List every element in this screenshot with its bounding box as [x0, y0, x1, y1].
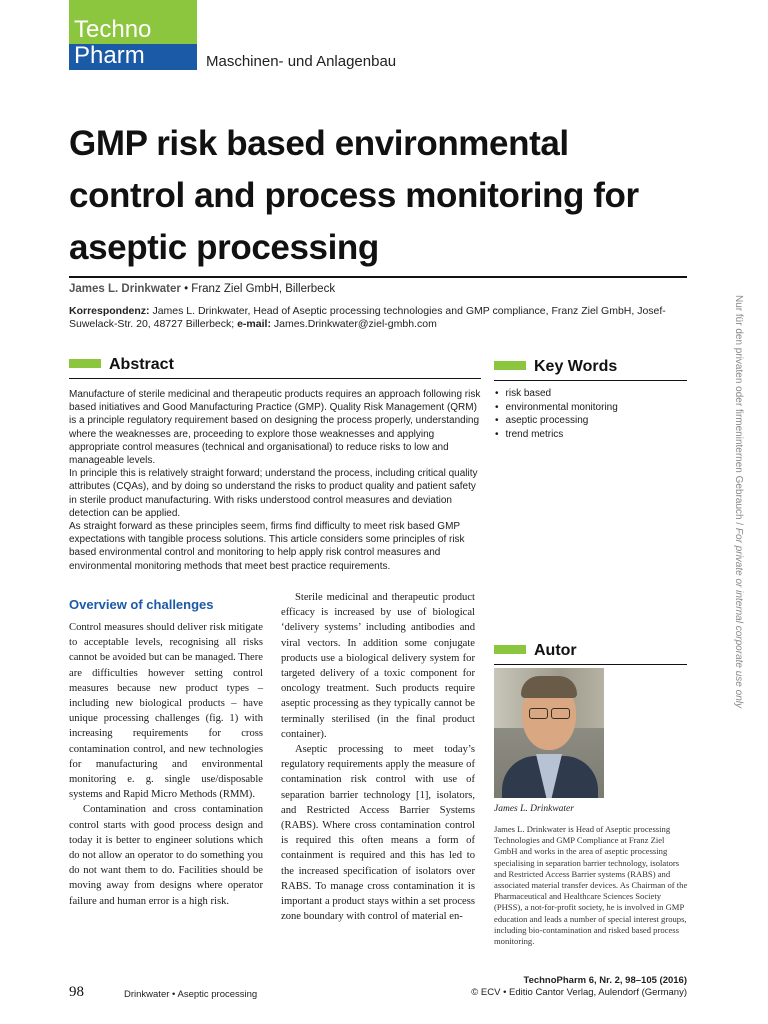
- heading-bar-icon: [494, 645, 526, 654]
- author-affiliation: Franz Ziel GmbH, Billerbeck: [191, 283, 336, 295]
- logo-text-line1: Techno: [74, 16, 152, 43]
- author-bio: James L. Drinkwater is Head of Aseptic processing Technologies and GMP Compliance at Franz Ziel GmbH and works in the area of aseptic processing specialising in separation barrier technology, isolators and Restricted Access Barrier systems (RABS) and associated material transfer devices. As Chairman of the Pharmaceutical and Healthcare Sciences Society (PHSS), a not-for-profit society, he is involved in GMP education and leads a number of special interest groups, including bio-contamination and risked based process monitoring.: [494, 824, 688, 947]
- body-paragraph: Contamination and cross contamination control starts with good process design and today it is better to engineer solutions which do not allow an operator to do something you do not want them to do. Facilities should be moving away from designs where operator failure and human error is a high risk.: [69, 804, 263, 907]
- correspondence-label: Korrespondenz:: [69, 305, 150, 317]
- abstract-paragraph: As straight forward as these principles seem, firms find difficulty to meet risk based GMP expectations with tangible process solutions. This article considers some principles of risk based environmental control and monitoring to help apply risk control measures and environmental monitoring methods that meet best practice requirements.: [69, 521, 465, 572]
- body-column-2: [281, 590, 475, 924]
- photo-caption: James L. Drinkwater: [494, 804, 574, 814]
- keywords-heading: Key Words: [494, 358, 687, 381]
- abstract-body: [69, 388, 481, 573]
- usage-note: [733, 295, 744, 735]
- abstract-paragraph: In principle this is relatively straight forward; understand the process, including critical quality attributes (CQAs), and by doing so understand the risks to product quality and patient safety in sterile product manufacturing. With risks understood control measures and deviation detection can be applied.: [69, 468, 478, 519]
- abstract-heading: Abstract: [69, 356, 481, 379]
- page-number: 98: [69, 984, 84, 1000]
- heading-bar-icon: [494, 361, 526, 370]
- abstract-paragraph: Manufacture of sterile medicinal and therapeutic products requires an approach following risk based initiatives and Good Manufacturing Practice (GMP). Quality Risk Management (QRM) is a principle regulatory requirement based on designing the process properly, understanding where the weaknesses are, proceeding to explore those weaknesses and applying appropriate control measures (technical and organisational) to reduce risks to low and manageable levels.: [69, 389, 481, 467]
- author-separator: •: [184, 283, 189, 295]
- usage-note-de: Nur für den privaten oder firmeninternen Gebrauch /: [733, 295, 744, 526]
- email-address[interactable]: James.Drinkwater@ziel-gmbh.com: [273, 318, 437, 330]
- overview-heading: Overview of challenges: [69, 597, 214, 612]
- correspondence: [69, 305, 687, 331]
- citation-footer: [471, 975, 687, 999]
- keyword-item: • aseptic processing: [494, 414, 684, 428]
- author-line: [69, 276, 687, 295]
- keyword-item: • risk based: [494, 387, 684, 401]
- technopharm-logo: [69, 0, 197, 70]
- keyword-item: • environmental monitoring: [494, 401, 684, 415]
- section-label: Maschinen- und Anlagenbau: [206, 53, 397, 70]
- email-label: e-mail:: [237, 318, 271, 330]
- logo-text-line2: Pharm: [74, 42, 145, 69]
- body-paragraph: Aseptic processing to meet today’s regulatory requirements apply the measure of contamination risk control with use of separation barrier technology [1], isolators, and Restricted Access Barrier Systems (RABS). Where cross contamination control is required this often means a form of containment is required and this has led to the increased specification of isolators over RABS. To manage cross contamination it is important a product stays within a set process zone boundary with control of material en-: [281, 744, 475, 923]
- body-paragraph: Sterile medicinal and therapeutic product efficacy is increased by use of biological ‘delivery systems’ including antibodies and viral vectors. In addition some conjugate products use a biological delivery system for targeted delivery of a toxic component for oncology treatment. Such products require aseptic processing as they typically cannot be terminally sterilised (in the final product container).: [281, 592, 475, 740]
- author-heading: Autor: [494, 642, 687, 665]
- body-column-1: [69, 620, 263, 909]
- running-footer: Drinkwater • Aseptic processing: [124, 989, 258, 1000]
- usage-note-en: For private or internal corporate use only: [733, 527, 744, 708]
- correspondence-text: James L. Drinkwater, Head of Aseptic processing technologies and GMP compliance, Franz Ziel GmbH, Josef-Suwelack-Str. 20, 48727 Billerbeck;: [69, 305, 666, 330]
- heading-bar-icon: [69, 359, 101, 368]
- keywords-list: [494, 387, 684, 441]
- keyword-item: • trend metrics: [494, 428, 684, 442]
- author-photo: [494, 668, 604, 798]
- author-name: James L. Drinkwater: [69, 283, 181, 295]
- publisher-line: © ECV • Editio Cantor Verlag, Aulendorf (Germany): [471, 987, 687, 998]
- body-paragraph: Control measures should deliver risk mitigate to acceptable levels, recognising all risks cannot be avoided but can be managed. There are difficulties however setting control measures because new product types – including new biological products – have unique processing challenges (fig. 1) with increasing requirements for cross contamination control, and new technologies for manufacturing and environmental monitoring e. g. single use/disposable systems and Rapid Micro Methods (RMM).: [69, 622, 263, 801]
- journal-citation: TechnoPharm 6, Nr. 2, 98–105 (2016): [523, 975, 687, 986]
- article-title: GMP risk based environmental control and process monitoring for aseptic processing: [69, 124, 639, 267]
